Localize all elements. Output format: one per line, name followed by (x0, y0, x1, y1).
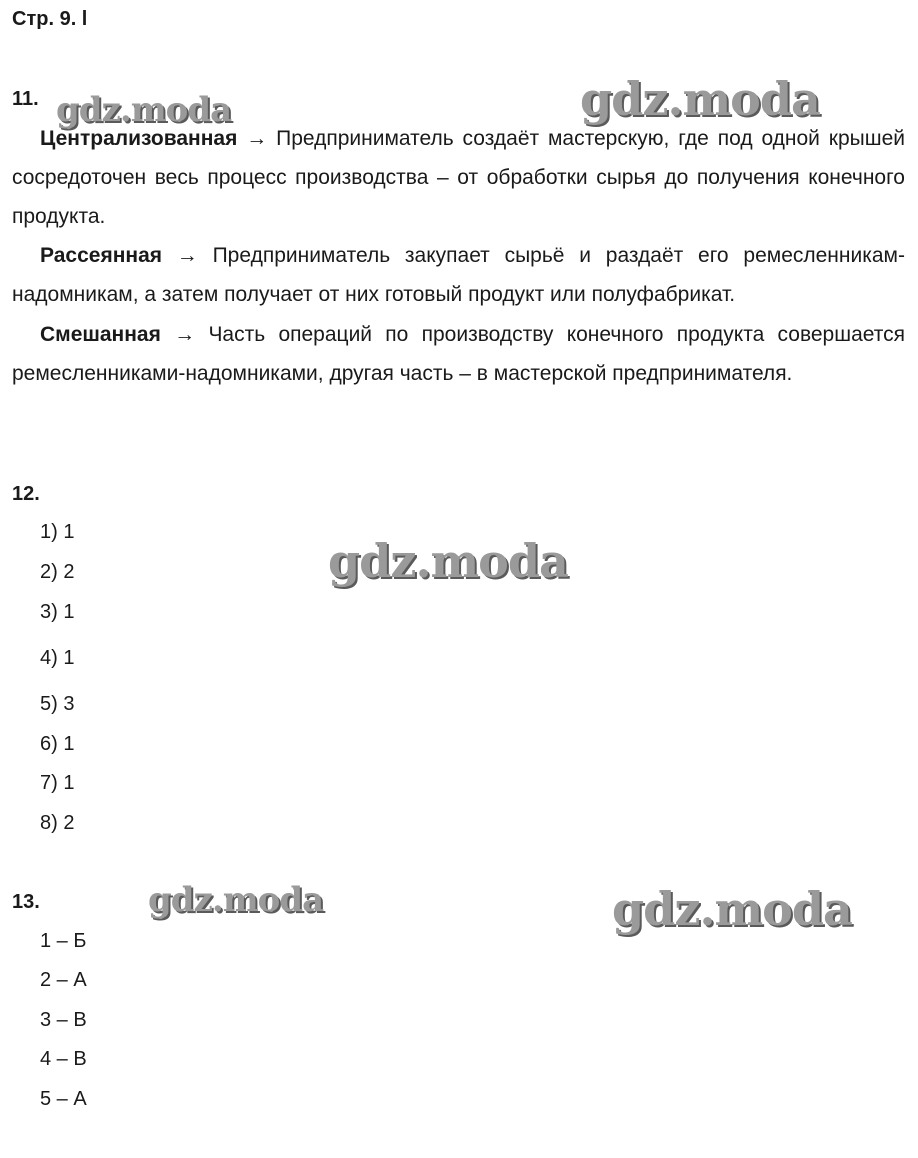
task-12-answer: 1) 1 (40, 521, 75, 543)
definition-mixed: Часть операций по производству конечного продукта совершается ремесленниками-надомниками, другая часть – в мастерской предпринимателя. (12, 323, 905, 385)
task-12-answer: 3) 1 (40, 601, 75, 623)
task-13-number: 13. (12, 891, 40, 913)
page-label: Стр. 9. l (12, 8, 88, 30)
task-12-answer: 7) 1 (40, 772, 75, 794)
watermark-logo: gdz.moda (580, 72, 820, 126)
task-12-answer: 6) 1 (40, 733, 75, 755)
task-13-answer: 1 – Б (40, 930, 87, 952)
watermark-logo: gdz.moda (148, 880, 324, 920)
definition-centralized: Предприниматель создаёт мастерскую, где под одной крышей сосредоточен весь процесс производства – от обработки сырья до получения конечного продукта. (12, 127, 905, 228)
definition-dispersed: Предприниматель закупает сырьё и раздаёт его ремесленникам-надомникам, а затем получает от них готовый продукт или полуфабрикат. (12, 244, 905, 306)
task-11-paragraph-mixed (12, 315, 905, 393)
task-13-answer: 3 – В (40, 1009, 87, 1031)
watermark-logo: gdz.moda (56, 90, 232, 130)
arrow-icon: → (246, 127, 268, 150)
task-13-answer: 4 – В (40, 1048, 87, 1070)
arrow-icon: → (176, 244, 198, 267)
term-mixed: Смешанная (40, 323, 161, 346)
watermark-logo: gdz.moda (612, 882, 852, 936)
task-11-number: 11. (12, 88, 39, 110)
task-13-answer: 2 – А (40, 969, 87, 991)
term-dispersed: Рассеянная (40, 244, 163, 267)
task-11-paragraph-centralized (12, 119, 905, 236)
task-13-answer: 5 – А (40, 1088, 87, 1110)
task-12-answer: 4) 1 (40, 647, 75, 669)
watermark-logo: gdz.moda (328, 534, 568, 588)
term-centralized: Централизованная (40, 127, 238, 150)
task-12-answer: 5) 3 (40, 693, 75, 715)
arrow-icon: → (174, 323, 196, 346)
task-11-paragraph-dispersed (12, 236, 905, 314)
task-12-answer: 2) 2 (40, 561, 75, 583)
task-12-answer: 8) 2 (40, 812, 75, 834)
task-12-number: 12. (12, 483, 40, 505)
